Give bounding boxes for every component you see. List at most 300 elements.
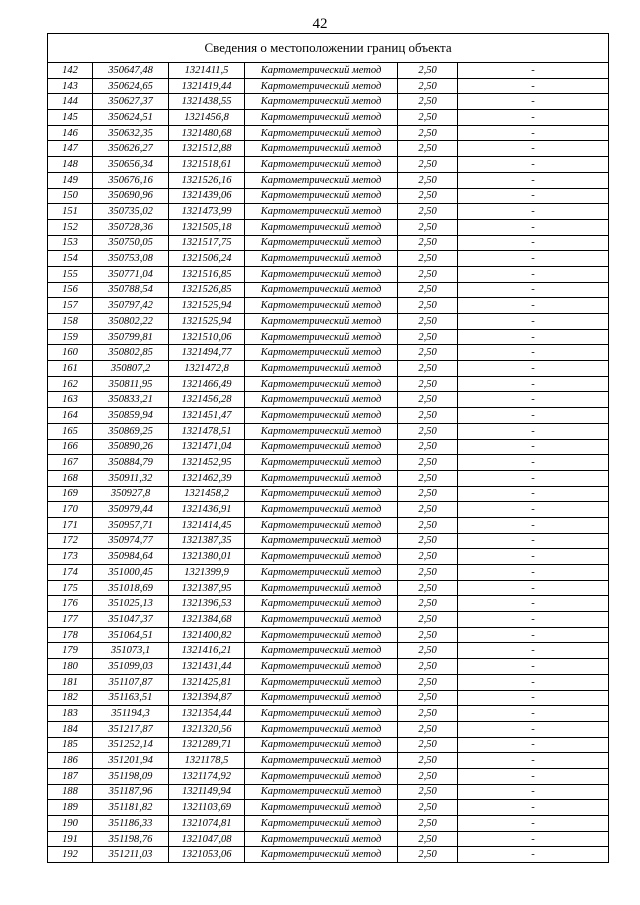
y-coordinate-cell: 1321471,04 <box>169 439 245 455</box>
table-row <box>48 345 609 361</box>
method-cell: Картометрический метод <box>245 235 398 251</box>
method-cell: Картометрический метод <box>245 502 398 518</box>
accuracy-cell: 2,50 <box>398 345 458 361</box>
x-coordinate-cell: 351018,69 <box>93 580 169 596</box>
table-title: Сведения о местоположении границ объекта <box>48 34 609 63</box>
point-number-cell: 180 <box>48 659 93 675</box>
point-number-cell: 165 <box>48 423 93 439</box>
accuracy-cell: 2,50 <box>398 455 458 471</box>
point-number-cell: 167 <box>48 455 93 471</box>
y-coordinate-cell: 1321414,45 <box>169 517 245 533</box>
table-row <box>48 517 609 533</box>
y-coordinate-cell: 1321458,2 <box>169 486 245 502</box>
accuracy-cell: 2,50 <box>398 470 458 486</box>
accuracy-cell: 2,50 <box>398 329 458 345</box>
point-number-cell: 147 <box>48 141 93 157</box>
boundary-table <box>47 33 609 863</box>
x-coordinate-cell: 351198,76 <box>93 831 169 847</box>
accuracy-cell: 2,50 <box>398 219 458 235</box>
x-coordinate-cell: 350807,2 <box>93 361 169 377</box>
x-coordinate-cell: 351181,82 <box>93 800 169 816</box>
accuracy-cell: 2,50 <box>398 800 458 816</box>
point-number-cell: 153 <box>48 235 93 251</box>
point-number-cell: 176 <box>48 596 93 612</box>
table-row <box>48 94 609 110</box>
point-number-cell: 150 <box>48 188 93 204</box>
accuracy-cell: 2,50 <box>398 141 458 157</box>
point-number-cell: 164 <box>48 408 93 424</box>
method-cell: Картометрический метод <box>245 627 398 643</box>
accuracy-cell: 2,50 <box>398 266 458 282</box>
y-coordinate-cell: 1321456,8 <box>169 110 245 126</box>
method-cell: Картометрический метод <box>245 125 398 141</box>
accuracy-cell: 2,50 <box>398 565 458 581</box>
y-coordinate-cell: 1321525,94 <box>169 298 245 314</box>
method-cell: Картометрический метод <box>245 298 398 314</box>
description-cell: - <box>458 768 609 784</box>
accuracy-cell: 2,50 <box>398 643 458 659</box>
accuracy-cell: 2,50 <box>398 125 458 141</box>
y-coordinate-cell: 1321074,81 <box>169 816 245 832</box>
table-row <box>48 266 609 282</box>
table-row <box>48 172 609 188</box>
description-cell: - <box>458 204 609 220</box>
table-row <box>48 235 609 251</box>
point-number-cell: 187 <box>48 768 93 784</box>
method-cell: Картометрический метод <box>245 533 398 549</box>
description-cell: - <box>458 831 609 847</box>
point-number-cell: 149 <box>48 172 93 188</box>
description-cell: - <box>458 800 609 816</box>
description-cell: - <box>458 266 609 282</box>
method-cell: Картометрический метод <box>245 78 398 94</box>
method-cell: Картометрический метод <box>245 565 398 581</box>
accuracy-cell: 2,50 <box>398 235 458 251</box>
description-cell: - <box>458 612 609 628</box>
point-number-cell: 182 <box>48 690 93 706</box>
x-coordinate-cell: 350927,8 <box>93 486 169 502</box>
table-row <box>48 533 609 549</box>
description-cell: - <box>458 502 609 518</box>
accuracy-cell: 2,50 <box>398 376 458 392</box>
y-coordinate-cell: 1321053,06 <box>169 847 245 863</box>
method-cell: Картометрический метод <box>245 690 398 706</box>
y-coordinate-cell: 1321419,44 <box>169 78 245 94</box>
x-coordinate-cell: 350833,21 <box>93 392 169 408</box>
accuracy-cell: 2,50 <box>398 659 458 675</box>
y-coordinate-cell: 1321525,94 <box>169 314 245 330</box>
table-row <box>48 392 609 408</box>
y-coordinate-cell: 1321480,68 <box>169 125 245 141</box>
method-cell: Картометрический метод <box>245 172 398 188</box>
point-number-cell: 171 <box>48 517 93 533</box>
method-cell: Картометрический метод <box>245 219 398 235</box>
method-cell: Картометрический метод <box>245 204 398 220</box>
table-row <box>48 565 609 581</box>
point-number-cell: 178 <box>48 627 93 643</box>
method-cell: Картометрический метод <box>245 345 398 361</box>
table-row <box>48 800 609 816</box>
table-row <box>48 78 609 94</box>
accuracy-cell: 2,50 <box>398 674 458 690</box>
y-coordinate-cell: 1321103,69 <box>169 800 245 816</box>
point-number-cell: 143 <box>48 78 93 94</box>
accuracy-cell: 2,50 <box>398 549 458 565</box>
table-row <box>48 110 609 126</box>
point-number-cell: 191 <box>48 831 93 847</box>
x-coordinate-cell: 351000,45 <box>93 565 169 581</box>
y-coordinate-cell: 1321320,56 <box>169 721 245 737</box>
x-coordinate-cell: 350884,79 <box>93 455 169 471</box>
y-coordinate-cell: 1321505,18 <box>169 219 245 235</box>
accuracy-cell: 2,50 <box>398 831 458 847</box>
y-coordinate-cell: 1321047,08 <box>169 831 245 847</box>
accuracy-cell: 2,50 <box>398 847 458 863</box>
x-coordinate-cell: 350911,32 <box>93 470 169 486</box>
x-coordinate-cell: 351064,51 <box>93 627 169 643</box>
accuracy-cell: 2,50 <box>398 768 458 784</box>
table-row <box>48 831 609 847</box>
description-cell: - <box>458 408 609 424</box>
x-coordinate-cell: 350957,71 <box>93 517 169 533</box>
table-row <box>48 423 609 439</box>
method-cell: Картометрический метод <box>245 439 398 455</box>
method-cell: Картометрический метод <box>245 157 398 173</box>
method-cell: Картометрический метод <box>245 816 398 832</box>
y-coordinate-cell: 1321396,53 <box>169 596 245 612</box>
x-coordinate-cell: 351194,3 <box>93 706 169 722</box>
method-cell: Картометрический метод <box>245 470 398 486</box>
description-cell: - <box>458 816 609 832</box>
x-coordinate-cell: 351211,03 <box>93 847 169 863</box>
x-coordinate-cell: 350890,26 <box>93 439 169 455</box>
accuracy-cell: 2,50 <box>398 392 458 408</box>
table-row <box>48 63 609 79</box>
accuracy-cell: 2,50 <box>398 486 458 502</box>
description-cell: - <box>458 219 609 235</box>
accuracy-cell: 2,50 <box>398 94 458 110</box>
point-number-cell: 161 <box>48 361 93 377</box>
table-row <box>48 690 609 706</box>
accuracy-cell: 2,50 <box>398 706 458 722</box>
table-row <box>48 549 609 565</box>
accuracy-cell: 2,50 <box>398 753 458 769</box>
x-coordinate-cell: 350728,36 <box>93 219 169 235</box>
accuracy-cell: 2,50 <box>398 596 458 612</box>
description-cell: - <box>458 125 609 141</box>
table-row <box>48 455 609 471</box>
table-row <box>48 596 609 612</box>
y-coordinate-cell: 1321510,06 <box>169 329 245 345</box>
method-cell: Картометрический метод <box>245 831 398 847</box>
description-cell: - <box>458 298 609 314</box>
method-cell: Картометрический метод <box>245 282 398 298</box>
y-coordinate-cell: 1321472,8 <box>169 361 245 377</box>
x-coordinate-cell: 351047,37 <box>93 612 169 628</box>
description-cell: - <box>458 439 609 455</box>
table-row <box>48 125 609 141</box>
point-number-cell: 172 <box>48 533 93 549</box>
method-cell: Картометрический метод <box>245 768 398 784</box>
x-coordinate-cell: 350869,25 <box>93 423 169 439</box>
description-cell: - <box>458 470 609 486</box>
y-coordinate-cell: 1321425,81 <box>169 674 245 690</box>
y-coordinate-cell: 1321149,94 <box>169 784 245 800</box>
y-coordinate-cell: 1321506,24 <box>169 251 245 267</box>
method-cell: Картометрический метод <box>245 110 398 126</box>
x-coordinate-cell: 350624,65 <box>93 78 169 94</box>
point-number-cell: 185 <box>48 737 93 753</box>
accuracy-cell: 2,50 <box>398 408 458 424</box>
point-number-cell: 146 <box>48 125 93 141</box>
point-number-cell: 144 <box>48 94 93 110</box>
accuracy-cell: 2,50 <box>398 784 458 800</box>
method-cell: Картометрический метод <box>245 659 398 675</box>
point-number-cell: 151 <box>48 204 93 220</box>
point-number-cell: 181 <box>48 674 93 690</box>
x-coordinate-cell: 350735,02 <box>93 204 169 220</box>
accuracy-cell: 2,50 <box>398 580 458 596</box>
x-coordinate-cell: 350799,81 <box>93 329 169 345</box>
point-number-cell: 156 <box>48 282 93 298</box>
method-cell: Картометрический метод <box>245 376 398 392</box>
point-number-cell: 166 <box>48 439 93 455</box>
y-coordinate-cell: 1321394,87 <box>169 690 245 706</box>
accuracy-cell: 2,50 <box>398 157 458 173</box>
table-row <box>48 659 609 675</box>
description-cell: - <box>458 235 609 251</box>
x-coordinate-cell: 350974,77 <box>93 533 169 549</box>
point-number-cell: 190 <box>48 816 93 832</box>
description-cell: - <box>458 784 609 800</box>
method-cell: Картометрический метод <box>245 721 398 737</box>
table-row <box>48 737 609 753</box>
x-coordinate-cell: 351201,94 <box>93 753 169 769</box>
table-row <box>48 706 609 722</box>
x-coordinate-cell: 350979,44 <box>93 502 169 518</box>
accuracy-cell: 2,50 <box>398 627 458 643</box>
y-coordinate-cell: 1321431,44 <box>169 659 245 675</box>
y-coordinate-cell: 1321399,9 <box>169 565 245 581</box>
description-cell: - <box>458 329 609 345</box>
point-number-cell: 169 <box>48 486 93 502</box>
method-cell: Картометрический метод <box>245 486 398 502</box>
point-number-cell: 148 <box>48 157 93 173</box>
x-coordinate-cell: 351186,33 <box>93 816 169 832</box>
method-cell: Картометрический метод <box>245 423 398 439</box>
y-coordinate-cell: 1321452,95 <box>169 455 245 471</box>
point-number-cell: 162 <box>48 376 93 392</box>
table-row <box>48 157 609 173</box>
description-cell: - <box>458 674 609 690</box>
point-number-cell: 155 <box>48 266 93 282</box>
method-cell: Картометрический метод <box>245 517 398 533</box>
description-cell: - <box>458 659 609 675</box>
x-coordinate-cell: 351198,09 <box>93 768 169 784</box>
point-number-cell: 142 <box>48 63 93 79</box>
description-cell: - <box>458 643 609 659</box>
y-coordinate-cell: 1321384,68 <box>169 612 245 628</box>
table-row <box>48 643 609 659</box>
description-cell: - <box>458 376 609 392</box>
x-coordinate-cell: 350771,04 <box>93 266 169 282</box>
point-number-cell: 163 <box>48 392 93 408</box>
description-cell: - <box>458 94 609 110</box>
table-row <box>48 361 609 377</box>
y-coordinate-cell: 1321526,85 <box>169 282 245 298</box>
description-cell: - <box>458 847 609 863</box>
y-coordinate-cell: 1321516,85 <box>169 266 245 282</box>
method-cell: Картометрический метод <box>245 643 398 659</box>
x-coordinate-cell: 350626,27 <box>93 141 169 157</box>
table-row <box>48 784 609 800</box>
table-row <box>48 282 609 298</box>
table-row <box>48 486 609 502</box>
accuracy-cell: 2,50 <box>398 251 458 267</box>
y-coordinate-cell: 1321466,49 <box>169 376 245 392</box>
table-row <box>48 251 609 267</box>
accuracy-cell: 2,50 <box>398 314 458 330</box>
point-number-cell: 189 <box>48 800 93 816</box>
method-cell: Картометрический метод <box>245 706 398 722</box>
table-row <box>48 753 609 769</box>
y-coordinate-cell: 1321462,39 <box>169 470 245 486</box>
x-coordinate-cell: 350647,48 <box>93 63 169 79</box>
description-cell: - <box>458 517 609 533</box>
accuracy-cell: 2,50 <box>398 439 458 455</box>
description-cell: - <box>458 392 609 408</box>
x-coordinate-cell: 351073,1 <box>93 643 169 659</box>
x-coordinate-cell: 350859,94 <box>93 408 169 424</box>
y-coordinate-cell: 1321174,92 <box>169 768 245 784</box>
point-number-cell: 188 <box>48 784 93 800</box>
table-row <box>48 470 609 486</box>
accuracy-cell: 2,50 <box>398 690 458 706</box>
y-coordinate-cell: 1321517,75 <box>169 235 245 251</box>
description-cell: - <box>458 78 609 94</box>
table-row <box>48 612 609 628</box>
accuracy-cell: 2,50 <box>398 361 458 377</box>
y-coordinate-cell: 1321512,88 <box>169 141 245 157</box>
accuracy-cell: 2,50 <box>398 172 458 188</box>
y-coordinate-cell: 1321473,99 <box>169 204 245 220</box>
description-cell: - <box>458 533 609 549</box>
description-cell: - <box>458 361 609 377</box>
method-cell: Картометрический метод <box>245 266 398 282</box>
accuracy-cell: 2,50 <box>398 298 458 314</box>
x-coordinate-cell: 351099,03 <box>93 659 169 675</box>
accuracy-cell: 2,50 <box>398 816 458 832</box>
table-row <box>48 674 609 690</box>
table-row <box>48 141 609 157</box>
point-number-cell: 152 <box>48 219 93 235</box>
point-number-cell: 173 <box>48 549 93 565</box>
description-cell: - <box>458 141 609 157</box>
description-cell: - <box>458 314 609 330</box>
x-coordinate-cell: 350656,34 <box>93 157 169 173</box>
method-cell: Картометрический метод <box>245 596 398 612</box>
description-cell: - <box>458 596 609 612</box>
y-coordinate-cell: 1321439,06 <box>169 188 245 204</box>
point-number-cell: 154 <box>48 251 93 267</box>
x-coordinate-cell: 350690,96 <box>93 188 169 204</box>
table-row <box>48 847 609 863</box>
y-coordinate-cell: 1321387,35 <box>169 533 245 549</box>
y-coordinate-cell: 1321354,44 <box>169 706 245 722</box>
method-cell: Картометрический метод <box>245 800 398 816</box>
description-cell: - <box>458 251 609 267</box>
y-coordinate-cell: 1321400,82 <box>169 627 245 643</box>
table-row <box>48 439 609 455</box>
accuracy-cell: 2,50 <box>398 533 458 549</box>
description-cell: - <box>458 580 609 596</box>
x-coordinate-cell: 350750,05 <box>93 235 169 251</box>
description-cell: - <box>458 282 609 298</box>
method-cell: Картометрический метод <box>245 94 398 110</box>
y-coordinate-cell: 1321526,16 <box>169 172 245 188</box>
table-row <box>48 816 609 832</box>
table-row <box>48 721 609 737</box>
accuracy-cell: 2,50 <box>398 502 458 518</box>
x-coordinate-cell: 351107,87 <box>93 674 169 690</box>
x-coordinate-cell: 350797,42 <box>93 298 169 314</box>
y-coordinate-cell: 1321438,55 <box>169 94 245 110</box>
description-cell: - <box>458 706 609 722</box>
y-coordinate-cell: 1321456,28 <box>169 392 245 408</box>
x-coordinate-cell: 351187,96 <box>93 784 169 800</box>
x-coordinate-cell: 350788,54 <box>93 282 169 298</box>
y-coordinate-cell: 1321436,91 <box>169 502 245 518</box>
description-cell: - <box>458 549 609 565</box>
description-cell: - <box>458 627 609 643</box>
point-number-cell: 175 <box>48 580 93 596</box>
point-number-cell: 170 <box>48 502 93 518</box>
x-coordinate-cell: 350624,51 <box>93 110 169 126</box>
point-number-cell: 158 <box>48 314 93 330</box>
x-coordinate-cell: 350676,16 <box>93 172 169 188</box>
description-cell: - <box>458 486 609 502</box>
description-cell: - <box>458 63 609 79</box>
point-number-cell: 159 <box>48 329 93 345</box>
accuracy-cell: 2,50 <box>398 737 458 753</box>
table-row <box>48 219 609 235</box>
point-number-cell: 174 <box>48 565 93 581</box>
point-number-cell: 157 <box>48 298 93 314</box>
x-coordinate-cell: 351025,13 <box>93 596 169 612</box>
table-row <box>48 204 609 220</box>
method-cell: Картометрический метод <box>245 361 398 377</box>
accuracy-cell: 2,50 <box>398 188 458 204</box>
x-coordinate-cell: 350753,08 <box>93 251 169 267</box>
point-number-cell: 183 <box>48 706 93 722</box>
y-coordinate-cell: 1321451,47 <box>169 408 245 424</box>
point-number-cell: 177 <box>48 612 93 628</box>
table-row <box>48 768 609 784</box>
page-number: 42 <box>312 16 328 32</box>
accuracy-cell: 2,50 <box>398 110 458 126</box>
method-cell: Картометрический метод <box>245 63 398 79</box>
description-cell: - <box>458 455 609 471</box>
table-row <box>48 188 609 204</box>
x-coordinate-cell: 351217,87 <box>93 721 169 737</box>
point-number-cell: 179 <box>48 643 93 659</box>
point-number-cell: 192 <box>48 847 93 863</box>
description-cell: - <box>458 157 609 173</box>
accuracy-cell: 2,50 <box>398 78 458 94</box>
y-coordinate-cell: 1321289,71 <box>169 737 245 753</box>
method-cell: Картометрический метод <box>245 141 398 157</box>
method-cell: Картометрический метод <box>245 455 398 471</box>
